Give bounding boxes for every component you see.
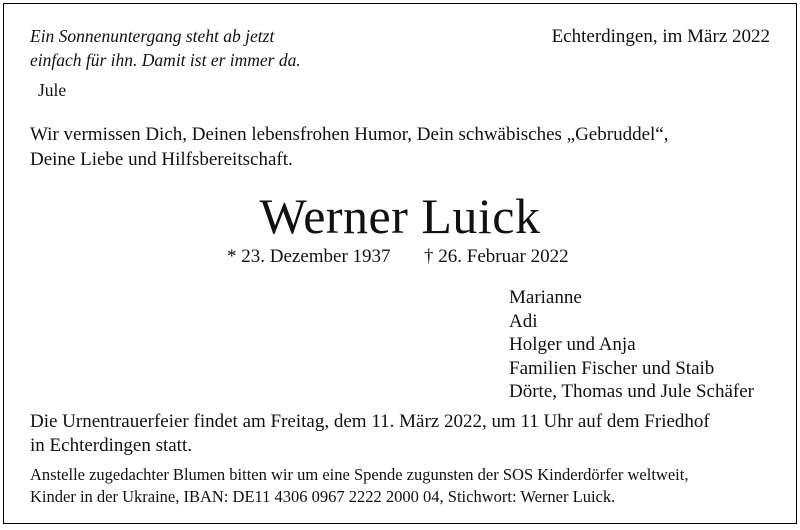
tribute-line-1: Wir vermissen Dich, Deinen lebensfrohen Humor, Dein schwäbisches „Gebruddel“, — [30, 124, 669, 145]
quote-line-1: Ein Sonnenuntergang steht ab jetzt — [30, 26, 275, 46]
death-date: † 26. Februar 2022 — [424, 246, 569, 267]
obituary-notice — [3, 3, 797, 524]
tribute-text — [30, 122, 668, 172]
birth-date: * 23. Dezember 1937 — [227, 246, 391, 267]
mourners-list — [509, 286, 754, 404]
donation-request — [30, 464, 688, 508]
quote-line-2: einfach für ihn. Damit ist er immer da. — [30, 50, 301, 70]
mourner-item: Marianne — [509, 287, 582, 308]
donation-line-2: Kinder in der Ukraine, IBAN: DE11 4306 0967 2222 2000 04, Stichwort: Werner Luick. — [30, 487, 616, 506]
donation-line-1: Anstelle zugedachter Blumen bitten wir um eine Spende zugunsten der SOS Kinderdörfer weltweit, — [30, 465, 689, 484]
tribute-line-2: Deine Liebe und Hilfsbereitschaft. — [30, 149, 293, 170]
ceremony-line-2: in Echterdingen statt. — [30, 435, 192, 456]
mourner-item: Holger und Anja — [509, 334, 636, 355]
mourner-item: Dörte, Thomas und Jule Schäfer — [509, 381, 755, 402]
ceremony-line-1: Die Urnentrauerfeier findet am Freitag, dem 11. März 2022, um 11 Uhr auf dem Friedhof — [30, 411, 710, 432]
ceremony-info — [30, 410, 710, 458]
memorial-quote — [30, 24, 301, 72]
deceased-name: Werner Luick — [259, 188, 541, 244]
quote-author: Jule — [38, 80, 67, 100]
mourner-item: Adi — [509, 310, 538, 332]
place-and-date: Echterdingen, im März 2022 — [551, 26, 770, 47]
mourner-item: Familien Fischer und Staib — [509, 357, 715, 379]
